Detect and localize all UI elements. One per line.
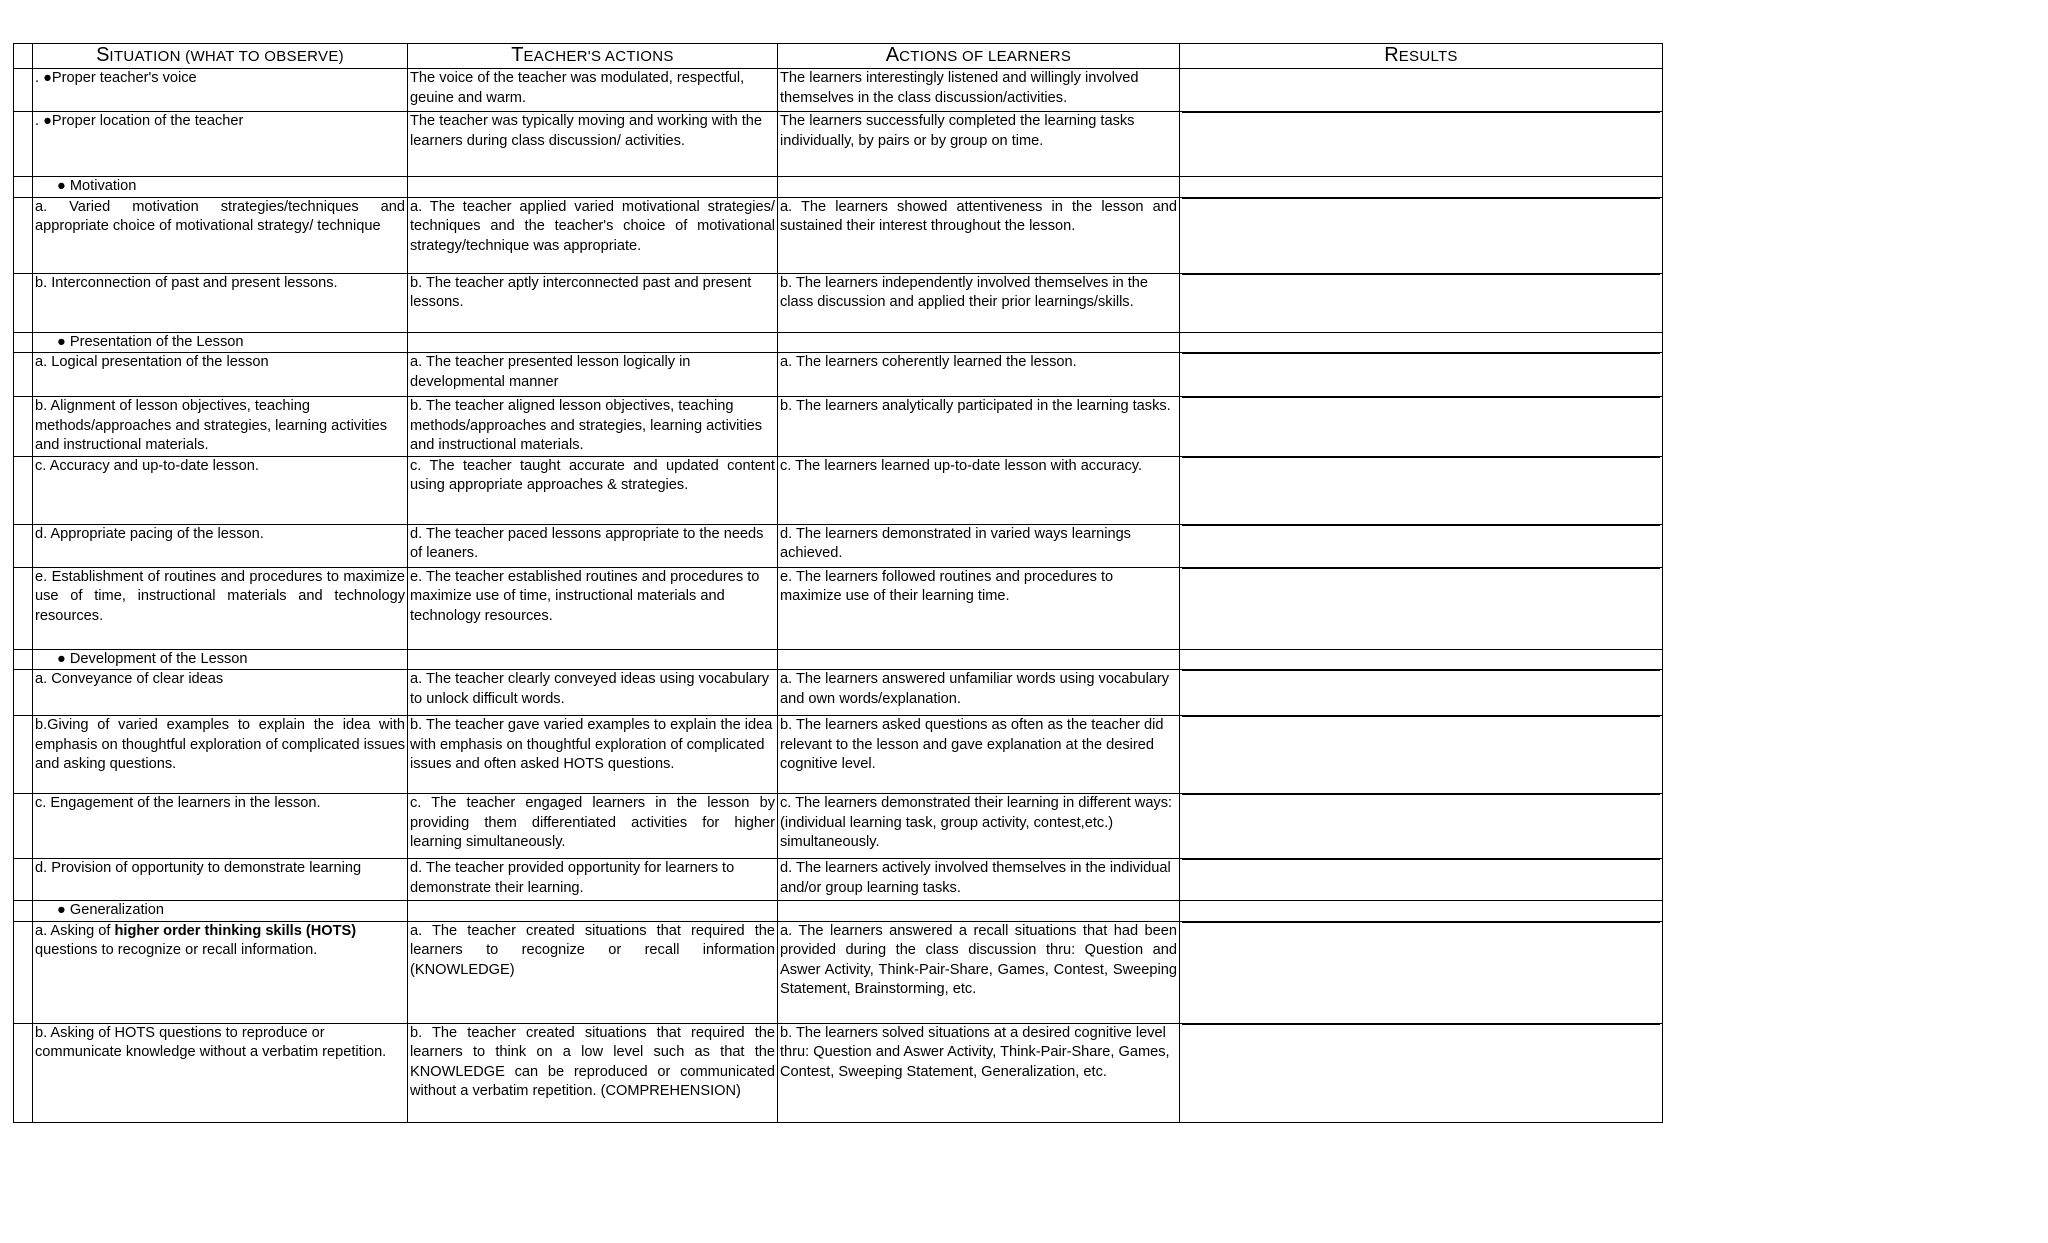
section-row xyxy=(14,177,1663,198)
learner-action-cell: b. The learners independently involved themselves in the class discussion and applied their prior learnings/skills. xyxy=(778,273,1180,332)
situation-cell: a. Varied motivation strategies/techniques and appropriate choice of motivational strategy/ technique xyxy=(33,197,408,273)
teacher-action-cell: c. The teacher taught accurate and updated content using appropriate approaches & strategies. xyxy=(408,456,778,524)
table-row xyxy=(14,197,1663,273)
observation-table xyxy=(13,43,1663,1123)
learner-action-cell: b. The learners solved situations at a desired cognitive level thru: Question and Aswer Activity, Think-Pair-Share, Games, Contest, Sweeping Statement, Generalization, etc. xyxy=(778,1023,1180,1122)
row-gutter xyxy=(14,456,33,524)
table-row xyxy=(14,456,1663,524)
teacher-action-cell: b. The teacher gave varied examples to explain the idea with emphasis on thoughtful exploration of complicated issues and often asked HOTS questions. xyxy=(408,716,778,794)
learner-action-cell: b. The learners analytically participated in the learning tasks. xyxy=(778,397,1180,457)
results-cell[interactable] xyxy=(1180,197,1663,273)
situation-cell: a. Logical presentation of the lesson xyxy=(33,353,408,397)
table-row xyxy=(14,567,1663,649)
results-cell[interactable] xyxy=(1180,69,1663,112)
section-title: ● Development of the Lesson xyxy=(33,649,408,670)
results-cell[interactable] xyxy=(1180,353,1663,397)
situation-cell: d. Provision of opportunity to demonstrate learning xyxy=(33,859,408,901)
hots-emphasis: higher order thinking skills (HOTS) xyxy=(114,922,357,939)
learner-action-cell: a. The learners showed attentiveness in the lesson and sustained their interest throughout the lesson. xyxy=(778,197,1180,273)
teacher-action-cell: The teacher was typically moving and working with the learners during class discussion/ activities. xyxy=(408,112,778,177)
results-cell[interactable] xyxy=(1180,456,1663,524)
teacher-action-cell: b. The teacher created situations that required the learners to think on a low level such as that the KNOWLEDGE can be reproduced or communicated without a verbatim repetition. (COMPREHENSION) xyxy=(408,1023,778,1122)
row-gutter xyxy=(14,69,33,112)
row-gutter xyxy=(14,670,33,716)
table-row xyxy=(14,921,1663,1023)
situation-cell: . ●Proper teacher's voice xyxy=(33,69,408,112)
row-gutter xyxy=(14,1023,33,1122)
table-row xyxy=(14,859,1663,901)
header-row xyxy=(14,44,1663,69)
table-row xyxy=(14,670,1663,716)
section-title: ● Presentation of the Lesson xyxy=(33,332,408,353)
table-row xyxy=(14,716,1663,794)
row-gutter xyxy=(14,901,33,922)
teacher-action-cell: a. The teacher applied varied motivational strategies/ techniques and the teacher's choice of motivational strategy/technique was appropriate. xyxy=(408,197,778,273)
row-gutter xyxy=(14,332,33,353)
learner-action-cell: c. The learners learned up-to-date lesson with accuracy. xyxy=(778,456,1180,524)
row-gutter xyxy=(14,524,33,567)
table-row xyxy=(14,69,1663,112)
teacher-action-cell: d. The teacher paced lessons appropriate to the needs of leaners. xyxy=(408,524,778,567)
teacher-action-cell: b. The teacher aligned lesson objectives, teaching methods/approaches and strategies, learning activities and instructional materials. xyxy=(408,397,778,457)
situation-cell: b.Giving of varied examples to explain the idea with emphasis on thoughtful exploration of complicated issues and asking questions. xyxy=(33,716,408,794)
learner-action-cell: The learners successfully completed the learning tasks individually, by pairs or by group on time. xyxy=(778,112,1180,177)
row-gutter xyxy=(14,197,33,273)
table-row xyxy=(14,112,1663,177)
situation-cell: d. Appropriate pacing of the lesson. xyxy=(33,524,408,567)
row-gutter xyxy=(14,921,33,1023)
learner-action-cell: c. The learners demonstrated their learning in different ways: (individual learning task, group activity, contest,etc.) simultaneously. xyxy=(778,794,1180,859)
learner-action-cell: a. The learners answered unfamiliar words using vocabulary and own words/explanation. xyxy=(778,670,1180,716)
section-title: ● Generalization xyxy=(33,901,408,922)
section-row xyxy=(14,649,1663,670)
teacher-action-cell: The voice of the teacher was modulated, respectful, geuine and warm. xyxy=(408,69,778,112)
teacher-action-cell: a. The teacher created situations that required the learners to recognize or recall information (KNOWLEDGE) xyxy=(408,921,778,1023)
row-gutter xyxy=(14,177,33,198)
results-cell[interactable] xyxy=(1180,112,1663,177)
teacher-action-cell: a. The teacher presented lesson logically in developmental manner xyxy=(408,353,778,397)
situation-cell: a. Asking of higher order thinking skills (HOTS) questions to recognize or recall information. xyxy=(33,921,408,1023)
row-gutter xyxy=(14,649,33,670)
results-cell[interactable] xyxy=(1180,921,1663,1023)
row-gutter-header xyxy=(14,44,33,69)
learner-action-cell: e. The learners followed routines and procedures to maximize use of their learning time. xyxy=(778,567,1180,649)
learner-action-cell: a. The learners answered a recall situations that had been provided during the class discussion thru: Question and Aswer Activity, Think-Pair-Share, Games, Contest, Sweeping Statement, Brainstorming, etc. xyxy=(778,921,1180,1023)
results-cell[interactable] xyxy=(1180,859,1663,901)
learner-action-cell: d. The learners actively involved themselves in the individual and/or group learning tasks. xyxy=(778,859,1180,901)
table-row xyxy=(14,1023,1663,1122)
results-cell[interactable] xyxy=(1180,794,1663,859)
teacher-action-cell: d. The teacher provided opportunity for learners to demonstrate their learning. xyxy=(408,859,778,901)
teacher-action-cell: b. The teacher aptly interconnected past and present lessons. xyxy=(408,273,778,332)
results-cell[interactable] xyxy=(1180,524,1663,567)
table-row xyxy=(14,524,1663,567)
results-cell[interactable] xyxy=(1180,1023,1663,1122)
table-row xyxy=(14,794,1663,859)
results-cell[interactable] xyxy=(1180,397,1663,457)
row-gutter xyxy=(14,716,33,794)
table-row xyxy=(14,353,1663,397)
results-cell[interactable] xyxy=(1180,567,1663,649)
situation-cell: c. Engagement of the learners in the lesson. xyxy=(33,794,408,859)
section-row xyxy=(14,332,1663,353)
row-gutter xyxy=(14,794,33,859)
row-gutter xyxy=(14,273,33,332)
teacher-action-cell: a. The teacher clearly conveyed ideas using vocabulary to unlock difficult words. xyxy=(408,670,778,716)
situation-cell: b. Alignment of lesson objectives, teaching methods/approaches and strategies, learning activities and instructional materials. xyxy=(33,397,408,457)
header-learner-actions: ACTIONS OF LEARNERS xyxy=(778,44,1180,69)
situation-cell: c. Accuracy and up-to-date lesson. xyxy=(33,456,408,524)
row-gutter xyxy=(14,859,33,901)
header-results: RESULTS xyxy=(1180,44,1663,69)
section-title: ● Motivation xyxy=(33,177,408,198)
learner-action-cell: b. The learners asked questions as often as the teacher did relevant to the lesson and gave explanation at the desired cognitive level. xyxy=(778,716,1180,794)
header-situation: SITUATION (WHAT TO OBSERVE) xyxy=(33,44,408,69)
row-gutter xyxy=(14,397,33,457)
learner-action-cell: d. The learners demonstrated in varied ways learnings achieved. xyxy=(778,524,1180,567)
row-gutter xyxy=(14,353,33,397)
situation-cell: a. Conveyance of clear ideas xyxy=(33,670,408,716)
situation-cell: b. Asking of HOTS questions to reproduce or communicate knowledge without a verbatim repetition. xyxy=(33,1023,408,1122)
situation-cell: b. Interconnection of past and present lessons. xyxy=(33,273,408,332)
section-row xyxy=(14,901,1663,922)
row-gutter xyxy=(14,112,33,177)
learner-action-cell: a. The learners coherently learned the lesson. xyxy=(778,353,1180,397)
teacher-action-cell: e. The teacher established routines and procedures to maximize use of time, instructional materials and technology resources. xyxy=(408,567,778,649)
learner-action-cell: The learners interestingly listened and willingly involved themselves in the class discussion/activities. xyxy=(778,69,1180,112)
teacher-action-cell: c. The teacher engaged learners in the lesson by providing them differentiated activities for higher learning simultaneously. xyxy=(408,794,778,859)
results-cell[interactable] xyxy=(1180,273,1663,332)
table-row xyxy=(14,273,1663,332)
situation-cell: e. Establishment of routines and procedures to maximize use of time, instructional materials and technology resources. xyxy=(33,567,408,649)
results-cell[interactable] xyxy=(1180,716,1663,794)
situation-cell: . ●Proper location of the teacher xyxy=(33,112,408,177)
table-row xyxy=(14,397,1663,457)
results-cell[interactable] xyxy=(1180,670,1663,716)
row-gutter xyxy=(14,567,33,649)
header-teacher-actions: TEACHER'S ACTIONS xyxy=(408,44,778,69)
